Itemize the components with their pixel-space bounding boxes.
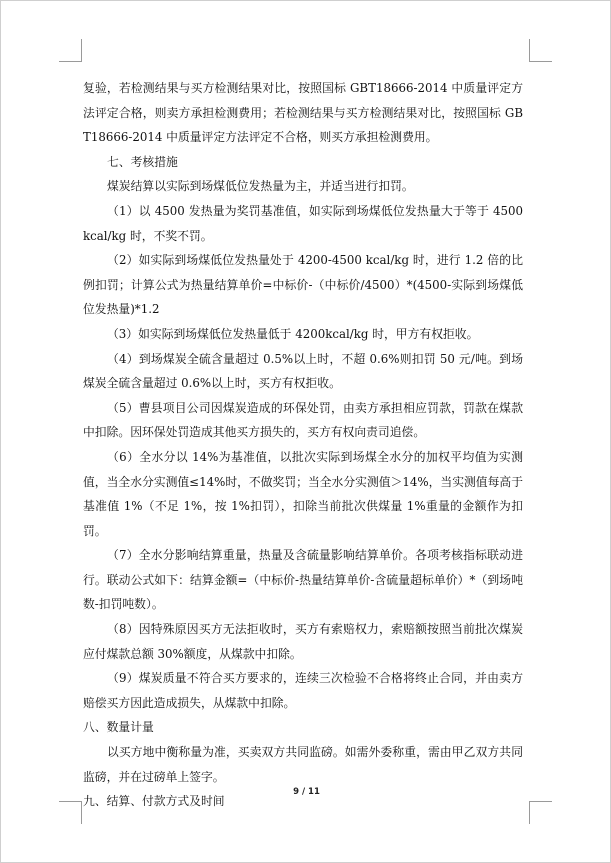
clause-7: （7）全水分影响结算重量，热量及含硫量影响结算单价。各项考核指标联动进行。联动公式如下：结算金额=（中标价-热量结算单价-含硫量超标单价）*（到场吨数-扣罚吨数）。 [83,548,523,612]
section-heading-payment: 九、结算、付款方式及时间 [83,794,225,809]
clause-4: （4）到场煤炭全硫含量超过 0.5%以上时，不超 0.6%则扣罚 50 元/吨。到场煤炭全硫含量超过 0.6%以上时，买方有权拒收。 [83,351,523,391]
clause-9: （9）煤炭质量不符合买方要求的，连续三次检验不合格将终止合同，并由卖方赔偿买方因此造成损失，从煤款中扣除。 [83,671,523,710]
crop-mark-bottom-left [59,801,82,824]
section-heading-quantity: 八、数量计量 [83,720,154,735]
section-heading-assessment: 七、考核措施 [107,154,178,169]
clause-8: （8）因特殊原因买方无法拒收时，买方有索赔权力，索赔额按照当前批次煤炭应付煤款总额 30%额度，从煤款中扣除。 [83,622,523,661]
crop-mark-bottom-right [529,801,552,824]
document-body [83,76,523,814]
clause-1: （1）以 4500 发热量为奖罚基准值，如实际到场煤低位发热量大于等于 4500kcal/kg 时，不奖不罚。 [83,203,523,243]
crop-mark-top-left [59,39,82,62]
clause-2: （2）如实际到场煤低位发热量处于 4200-4500 kcal/kg 时，进行 1.2 倍的比例扣罚；计算公式为热量结算单价=中标价-（中标价/4500）*(4500-实际到场煤低位发热量)*1.2 [83,253,523,317]
page-number: 9 / 11 [293,787,320,797]
crop-mark-top-right [529,39,552,62]
clause-3: （3）如实际到场煤低位发热量低于 4200kcal/kg 时，甲方有权拒收。 [107,326,479,341]
clause-6: （6）全水分以 14%为基准值，以批次实际到场煤全水分的加权平均值为实测值，当全水分实测值≤14%时，不做奖罚；当全水分实测值＞14%，当实测值每高于基准值 1%（不足 1%，按 1%扣罚），扣除当前批次供煤量 1%重量的金额作为扣罚。 [83,449,523,538]
paragraph-inspection-fee: 复验，若检测结果与买方检测结果对比，按照国标 GBT18666-2014 中质量评定方法评定合格，则卖方承担检测费用；若检测结果与买方检测结果对比，按照国标 GBT18666-2014 中质量评定方法评定不合格，则买方承担检测费用。 [83,81,523,145]
clause-5: （5）曹县项目公司因煤炭造成的环保处罚，由卖方承担相应罚款，罚款在煤款中扣除。因环保处罚造成其他买方损失的，买方有权向责司追偿。 [83,400,523,440]
paragraph-weighing: 以买方地中衡称量为准，买卖双方共同监磅。如需外委称重，需由甲乙双方共同监磅，并在过磅单上签字。 [83,745,523,784]
paragraph-settlement-basis: 煤炭结算以实际到场煤低位发热量为主，并适当进行扣罚。 [107,179,414,194]
